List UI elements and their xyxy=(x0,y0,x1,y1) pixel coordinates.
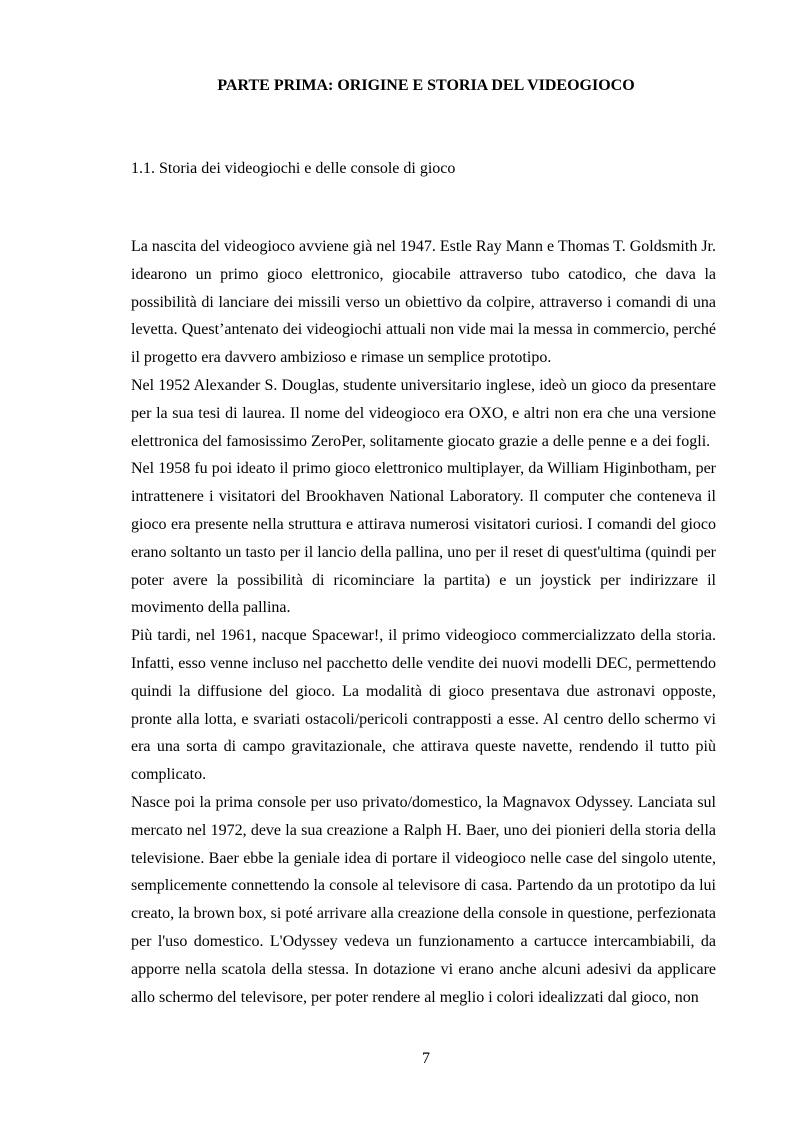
page-title: PARTE PRIMA: ORIGINE E STORIA DEL VIDEOGIOCO xyxy=(217,77,635,94)
section-heading: 1.1. Storia dei videogiochi e delle console di gioco xyxy=(131,160,456,177)
body-text xyxy=(131,233,716,1011)
paragraph-1961: Più tardi, nel 1961, nacque Spacewar!, il primo videogioco commercializzato della storia. Infatti, esso venne incluso nel pacchetto delle vendite dei nuovi modelli DEC, permettendo quindi la diffusione del gioco. La modalità di gioco presentava due astronavi opposte, pronte alla lotta, e svariati ostacoli/pericoli contrapposti a esse. Al centro dello schermo vi era una sorta di campo gravitazionale, che attirava queste navette, rendendo il tutto più complicato. xyxy=(131,627,716,784)
paragraph-1958: Nel 1958 fu poi ideato il primo gioco elettronico multiplayer, da William Higinbotham, per intrattenere i visitatori del Brookhaven National Laboratory. Il computer che conteneva il gioco era presente nella struttura e attirava numerosi visitatori curiosi. I comandi del gioco erano soltanto un tasto per il lancio della pallina, uno per il reset di quest'ultima (quindi per poter avere la possibilità di ricominciare la partita) e un joystick per indirizzare il movimento della pallina. xyxy=(131,460,716,617)
paragraph-odyssey: Nasce poi la prima console per uso privato/domestico, la Magnavox Odyssey. Lanciata sul mercato nel 1972, deve la sua creazione a Ralph H. Baer, uno dei pionieri della storia della televisione. Baer ebbe la geniale idea di portare il videogioco nelle case del singolo utente, semplicemente connettendo la console al televisore di casa. Partendo da un prototipo da lui creato, la brown box, si poté arrivare alla creazione della console in questione, perfezionata per l'uso domestico. L'Odyssey vedeva un funzionamento a cartucce intercambiabili, da apporre nella scatola della stessa. In dotazione vi erano anche alcuni adesivi da applicare allo schermo del televisore, per poter rendere al meglio i colori idealizzati dal gioco, non xyxy=(131,793,716,1006)
page-number: 7 xyxy=(422,1050,430,1067)
paragraph-1952: Nel 1952 Alexander S. Douglas, studente universitario inglese, ideò un gioco da presentare per la sua tesi di laurea. Il nome del videogioco era OXO, e altri non era che una versione elettronica del famosissimo ZeroPer, solitamente giocato grazie a delle penne e a dei fogli. xyxy=(131,376,716,450)
paragraph-1947: La nascita del videogioco avviene già nel 1947. Estle Ray Mann e Thomas T. Goldsmith Jr. idearono un primo gioco elettronico, giocabile attraverso tubo catodico, che dava la possibilità di lanciare dei missili verso un obiettivo da colpire, attraverso i comandi di una levetta. Quest’antenato dei videogiochi attuali non vide mai la messa in commercio, perché il progetto era davvero ambizioso e rimase un semplice prototipo. xyxy=(131,238,716,367)
